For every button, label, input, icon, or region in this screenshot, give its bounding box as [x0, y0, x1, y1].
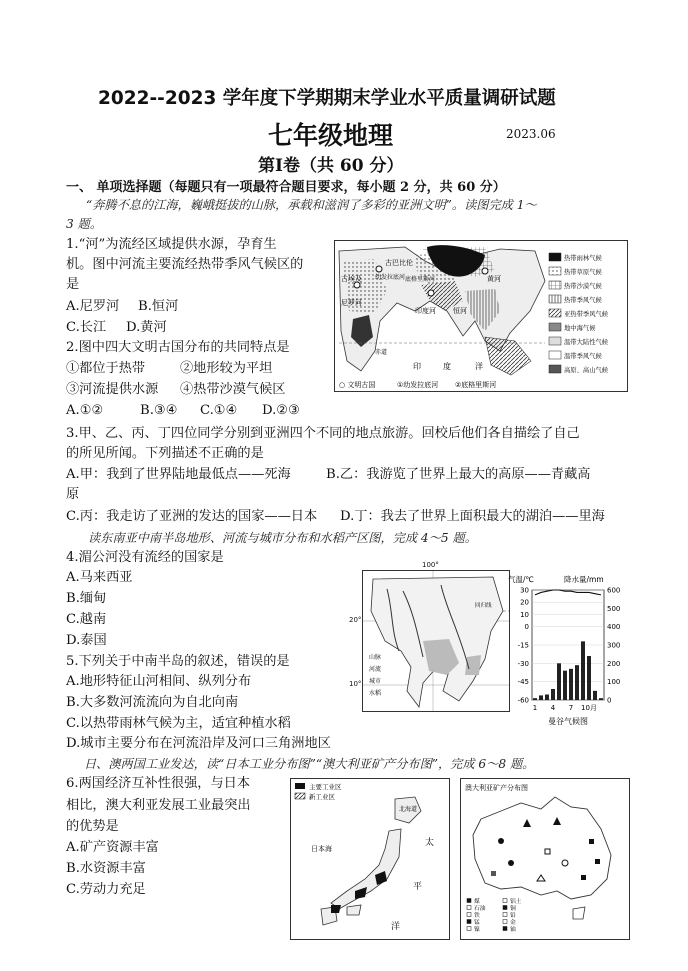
map2-lat-10: 10° — [349, 680, 362, 688]
q2-option-b[interactable]: B.③④ — [140, 403, 178, 418]
map1-legend-swatch — [549, 351, 561, 359]
map3-label-sea-of-japan: 日本海 — [311, 845, 332, 853]
map4-legend-label: 煤 — [474, 899, 480, 905]
q5-option-d[interactable]: D.城市主要分布在河流沿岸及河口三角洲地区 — [66, 736, 331, 751]
q3-option-c[interactable]: C.丙：我走访了亚洲的发达的国家——日本 — [66, 509, 318, 524]
map4-legend-label: 石油 — [474, 906, 486, 912]
japan-industry-map — [290, 778, 450, 940]
q2-item-4: ④热带沙漠气候区 — [180, 382, 286, 397]
map2-lat-100: 100° — [422, 561, 439, 569]
q5-option-a[interactable]: A.地形特征山河相间、纵列分布 — [66, 674, 252, 689]
map1-label-nile: 尼罗河 — [341, 299, 362, 307]
chart-temp-tick: -60 — [517, 696, 529, 705]
chart-precip-axis-label: 降水量/mm — [564, 575, 604, 584]
q6-stem-3: 的优势是 — [66, 819, 119, 834]
map1-label-tigris: 底格里斯河 — [405, 276, 436, 283]
chart-precip-bar — [587, 656, 591, 700]
q6-option-b[interactable]: B.水资源丰富 — [66, 861, 146, 876]
q1-stem-2: 机。图中河流主要流经热带季风气候区的 — [66, 257, 304, 272]
map1-legend-label: 亚热带季风气候 — [564, 311, 609, 318]
q6-option-a[interactable]: A.矿产资源丰富 — [66, 840, 159, 855]
q2-item-1: ①都位于热带 — [66, 361, 146, 376]
map2-legend-river: 河流 — [369, 666, 382, 673]
chart-temp-tick: 0 — [524, 623, 529, 632]
map4-legend-symbol — [467, 927, 471, 931]
map1-legend-label: 温带季风气候 — [564, 353, 602, 360]
map1-legend-swatch — [549, 267, 561, 275]
chart-temp-tick: 10 — [520, 610, 529, 619]
chart-precip-tick: 600 — [607, 586, 621, 595]
section-heading: 一、 单项选择题（每题只有一项最符合题目要求，每小题 2 分，共 60 分） — [66, 180, 506, 195]
map1-label-ocean-3: 洋 — [475, 362, 483, 371]
chart-precip-bar — [551, 689, 555, 700]
map1-legend-swatch — [549, 281, 561, 289]
intro-1-line-2: 3 题。 — [66, 217, 103, 231]
map1-legend-label: 热带季风气候 — [564, 297, 602, 304]
map4-legend-symbol — [467, 906, 471, 910]
chart-precip-tick: 200 — [607, 659, 621, 668]
q6-stem-1: 6.两国经济互补性很强，与日本 — [66, 776, 251, 791]
australia-mineral-svg — [461, 779, 629, 939]
chart-precip-bar — [593, 691, 597, 700]
map1-label-huanghe: 黄河 — [487, 275, 501, 283]
map3-label-pacific-1: 太 — [425, 838, 435, 848]
indochina-map — [362, 570, 510, 712]
q1-option-a[interactable]: A.尼罗河 — [66, 299, 120, 314]
q1-stem-3: 是 — [66, 277, 80, 292]
map4-title: 澳大利亚矿产分布图 — [465, 784, 528, 792]
map4-legend-label: 镍 — [474, 927, 480, 933]
map3-legend-new: 新工业区 — [309, 793, 335, 801]
q5-stem: 5.下列关于中南半岛的叙述，错误的是 — [66, 654, 290, 669]
chart-precip-bar — [563, 671, 567, 700]
exam-title: 2022--2023 学年度下学期期末学业水平质量调研试题 — [98, 88, 556, 109]
map4-legend-symbol — [503, 920, 507, 924]
map4-legend-label: 铝土 — [510, 899, 522, 905]
q4-option-c[interactable]: C.越南 — [66, 612, 107, 627]
chart-precip-tick: 300 — [607, 641, 621, 650]
map4-legend-symbol — [467, 913, 471, 917]
chart-month-tick: 1 — [532, 704, 538, 712]
map1-legend-swatch — [549, 337, 561, 345]
chart-precip-tick: 0 — [607, 696, 612, 705]
map1-caption-2: ①幼发拉底河 — [397, 381, 439, 389]
chart-precip-bar — [557, 663, 561, 700]
map4-legend — [467, 897, 522, 933]
map1-legend — [549, 253, 609, 374]
q6-option-c[interactable]: C.劳动力充足 — [66, 882, 146, 897]
q2-option-d[interactable]: D.②③ — [262, 403, 300, 418]
chart-temp-tick: -15 — [517, 641, 529, 650]
map4-legend-label: 铀 — [510, 927, 516, 933]
q2-item-3: ③河流提供水源 — [66, 382, 159, 397]
map2-legend-city: 城市 — [369, 678, 382, 685]
map3-legend-main: 主要工业区 — [309, 783, 342, 791]
chart-precip-bar — [533, 698, 537, 700]
intro-2: 读东南亚中南半岛地形、河流与城市分布和水稻产区图，完成 4～5 题。 — [88, 531, 477, 545]
map3-label-pacific-2: 平 — [413, 882, 423, 892]
q2-option-c[interactable]: C.①④ — [200, 403, 238, 418]
chart-precip-bar — [569, 669, 573, 700]
map1-caption-1: ○ 文明古国 — [339, 381, 376, 389]
australia-mineral-map — [460, 778, 630, 940]
map4-legend-label: 锰 — [474, 920, 480, 926]
q1-stem-1: 1.“河”为流经区域提供水源，孕育生 — [66, 237, 277, 252]
map2-tropic-label: 回归线 — [475, 603, 492, 609]
map4-legend-symbol — [467, 899, 471, 903]
chart-month-tick: 10月 — [581, 704, 597, 712]
map2-legend-mountain: 山脉 — [369, 654, 382, 661]
map4-legend-symbol — [503, 913, 507, 917]
map1-label-egypt: 古埃及 — [341, 275, 362, 283]
map1-label-ganges: 恒河 — [453, 307, 467, 315]
intro-3: 日、澳两国工业发达，读“日本工业分布图”“澳大利亚矿产分布图”，完成 6～8 题。 — [84, 757, 535, 771]
q1-option-d[interactable]: D.黄河 — [126, 320, 167, 335]
map1-caption-3: ②底格里斯河 — [455, 381, 497, 389]
chart-temp-tick: 30 — [520, 586, 529, 595]
q1-option-c[interactable]: C.长江 — [66, 320, 107, 335]
chart-month-tick: 7 — [568, 704, 574, 712]
bangkok-climate-svg — [508, 570, 628, 740]
q3-option-d[interactable]: D.丁：我去了世界上面积最大的湖泊——里海 — [340, 509, 605, 524]
map1-label-babylon: 古巴比伦 — [385, 259, 413, 267]
map1-legend-label: 高原、高山气候 — [564, 367, 609, 374]
map1-label-ocean-1: 印 — [413, 362, 421, 371]
q3-option-b-cont: 原 — [66, 487, 80, 502]
chart-precip-bar — [599, 698, 603, 700]
chart-precip-tick: 400 — [607, 623, 621, 632]
japan-industry-svg — [291, 779, 449, 939]
chart-temp-line — [535, 590, 601, 595]
chart-precip-tick: 500 — [607, 604, 621, 613]
map4-legend-label: 铁 — [474, 913, 480, 919]
chart-precip-bar — [575, 665, 579, 700]
bangkok-climate-chart — [508, 570, 628, 740]
q3-stem-1: 3.甲、乙、丙、丁四位同学分别到亚洲四个不同的地点旅游。回校后他们各自描绘了自己 — [66, 426, 580, 441]
exam-date: 2023.06 — [506, 127, 556, 141]
map3-label-hokkaido: 北海道 — [399, 806, 418, 813]
map1-legend-label: 热带沙漠气候 — [564, 283, 602, 290]
part-title: 第Ⅰ卷（共 60 分） — [258, 156, 404, 176]
chart-temp-tick: -45 — [517, 678, 529, 687]
chart-precip-bar — [539, 695, 543, 700]
map4-legend-symbol — [503, 899, 507, 903]
map1-legend-label: 热带雨林气候 — [564, 255, 602, 262]
q4-option-a[interactable]: A.马来西亚 — [66, 570, 133, 585]
map1-legend-swatch — [549, 253, 561, 261]
map2-legend-rice: 水稻 — [369, 690, 382, 697]
chart-precip-tick: 100 — [607, 678, 621, 687]
map1-label-ocean-2: 度 — [443, 362, 451, 371]
map1-label-indus: 印度河 — [415, 307, 436, 315]
chart-temp-tick: -30 — [517, 659, 529, 668]
map4-legend-label: 金 — [510, 920, 516, 926]
q6-stem-2: 相比，澳大利亚发展工业最突出 — [66, 798, 251, 813]
chart-month-tick: 4 — [550, 704, 556, 712]
q1-option-b[interactable]: B.恒河 — [138, 299, 179, 314]
q2-stem: 2.图中四大文明古国分布的共同特点是 — [66, 340, 290, 355]
map1-label-equator: 赤道 — [375, 349, 388, 356]
q4-option-d[interactable]: D.泰国 — [66, 633, 107, 648]
chart-precip-bar — [581, 641, 585, 700]
chart-title: 曼谷气候图 — [548, 717, 588, 726]
asia-climate-map-svg — [335, 241, 627, 391]
q4-stem: 4.湄公河没有流经的国家是 — [66, 550, 224, 565]
map4-legend-label: 铅 — [510, 913, 516, 919]
map4-legend-symbol — [467, 920, 471, 924]
map1-legend-label: 温带大陆性气候 — [564, 339, 609, 346]
map1-legend-swatch — [549, 295, 561, 303]
map1-legend-swatch — [549, 309, 561, 317]
map4-legend-symbol — [503, 927, 507, 931]
map3-label-pacific-3: 洋 — [391, 922, 401, 932]
map1-legend-swatch — [549, 365, 561, 373]
q2-option-a[interactable]: A.①② — [66, 403, 104, 418]
map4-legend-label: 铜 — [510, 906, 516, 912]
chart-precip-bar — [545, 695, 549, 701]
indochina-map-svg — [363, 571, 509, 711]
map1-legend-label: 地中海气候 — [564, 325, 596, 332]
map1-legend-label: 热带草原气候 — [564, 269, 602, 276]
subject-title: 七年级地理 — [268, 121, 394, 150]
q3-option-b[interactable]: B.乙：我游览了世界上最大的高原——青藏高 — [326, 467, 591, 482]
chart-temp-axis-label: 气温/℃ — [508, 575, 534, 584]
intro-1-line-1: “奔腾不息的江海，巍峨挺拔的山脉，承载和滋润了多彩的亚洲文明”。读图完成 1～ — [86, 198, 537, 212]
q5-option-c[interactable]: C.以热带雨林气候为主，适宜种植水稻 — [66, 716, 291, 731]
map2-lat-20: 20° — [349, 616, 362, 624]
map1-legend-swatch — [549, 323, 561, 331]
map1-label-euphrates: 幼发拉底河 — [375, 274, 406, 281]
q3-option-a[interactable]: A.甲：我到了世界陆地最低点——死海 — [66, 467, 291, 482]
q2-item-2: ②地形较为平坦 — [180, 361, 273, 376]
q5-option-b[interactable]: B.大多数河流流向为自北向南 — [66, 695, 239, 710]
chart-temp-tick: 20 — [520, 598, 529, 607]
q4-option-b[interactable]: B.缅甸 — [66, 591, 107, 606]
q3-stem-2: 的所见所闻。下列描述不正确的是 — [66, 446, 264, 461]
asia-climate-map — [334, 240, 628, 392]
map4-legend-symbol — [503, 906, 507, 910]
